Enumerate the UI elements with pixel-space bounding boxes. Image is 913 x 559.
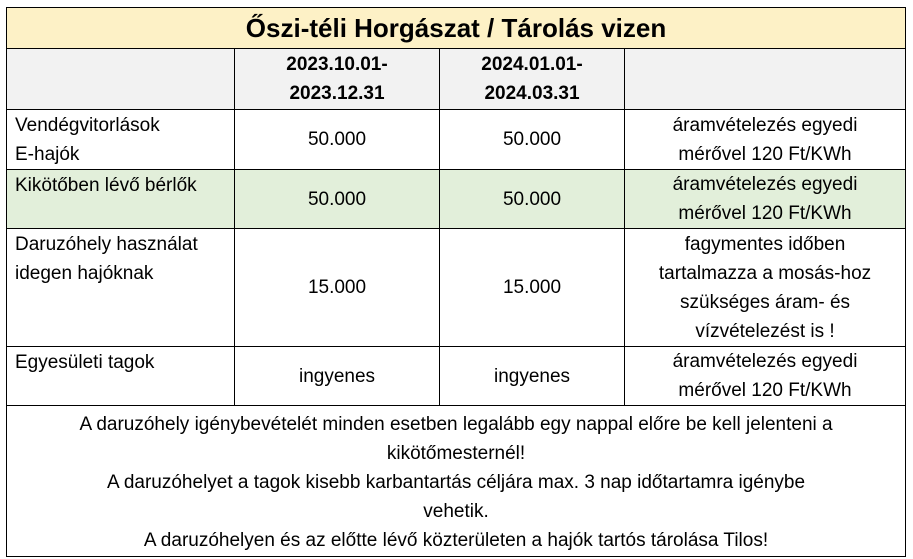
footer-line: vehetik. (423, 500, 489, 522)
row-note (625, 229, 906, 347)
row-note-line: tartalmazza a mosás-hoz (658, 262, 872, 284)
price-table-sheet (6, 7, 905, 551)
price-period-1: 15.000 (235, 229, 440, 347)
row-note-line: mérővel 120 Ft/KWh (678, 380, 852, 401)
table-row-club-members (7, 347, 906, 406)
price-period-1: 50.000 (235, 110, 440, 170)
row-note-line: áramvételezés egyedi (672, 351, 858, 372)
footer-line: kikötőmesternél! (386, 442, 526, 464)
row-label (7, 229, 235, 347)
price-table (6, 7, 906, 557)
row-note (625, 170, 906, 229)
price-period-1: 50.000 (235, 170, 440, 229)
row-note-line: áramvételezés egyedi (672, 174, 858, 195)
row-label-line: idegen hajóknak (15, 263, 154, 284)
header-empty-cell (7, 49, 235, 110)
row-label (7, 110, 235, 170)
row-label-line: Vendégvitorlások (15, 115, 160, 136)
row-note (625, 110, 906, 170)
price-period-2: 50.000 (440, 110, 625, 170)
header-period-2-end: 2024.03.31 (484, 83, 580, 104)
row-label (7, 347, 235, 406)
row-label-line: Egyesületi tagok (15, 352, 155, 373)
footer-line: A daruzóhelyet a tagok kisebb karbantartás céljára max. 3 nap időtartamra igénybe (106, 471, 806, 493)
table-row-guest-boats (7, 110, 906, 170)
table-row-harbor-tenants (7, 170, 906, 229)
header-period-1-end: 2023.12.31 (289, 83, 385, 104)
row-note (625, 347, 906, 406)
header-period-2 (440, 49, 625, 110)
row-note-line: vízvételezést is ! (695, 320, 835, 342)
header-period-1 (235, 49, 440, 110)
row-note-line: fagymentes időben (684, 233, 846, 255)
row-note-line: áramvételezés egyedi (672, 114, 858, 136)
price-period-2: 50.000 (440, 170, 625, 229)
header-note-cell (625, 49, 906, 110)
row-label-line: Daruzóhely használat (15, 234, 198, 255)
row-label-line: E-hajók (15, 144, 80, 165)
row-label (7, 170, 235, 229)
price-period-2: ingyenes (440, 347, 625, 406)
row-note-line: szükséges áram- és (680, 291, 851, 313)
price-period-1: ingyenes (235, 347, 440, 406)
footer-line: A daruzóhely igénybevételét minden esetben legalább egy nappal előre be kell jelenteni a (79, 413, 833, 435)
header-period-1-start: 2023.10.01- (286, 54, 388, 75)
row-label-line: Kikötőben lévő bérlők (15, 175, 197, 196)
row-note-line: mérővel 120 Ft/KWh (678, 143, 852, 165)
table-title: Őszi-téli Horgászat / Tárolás vizen (7, 8, 906, 49)
footer-notice (7, 406, 906, 557)
row-note-line: mérővel 120 Ft/KWh (678, 203, 852, 224)
footer-line: A daruzóhelyen és az előtte lévő közterületen a hajók tartós tárolása Tilos! (143, 529, 769, 551)
header-period-2-start: 2024.01.01- (481, 54, 583, 75)
table-row-crane-site (7, 229, 906, 347)
price-period-2: 15.000 (440, 229, 625, 347)
